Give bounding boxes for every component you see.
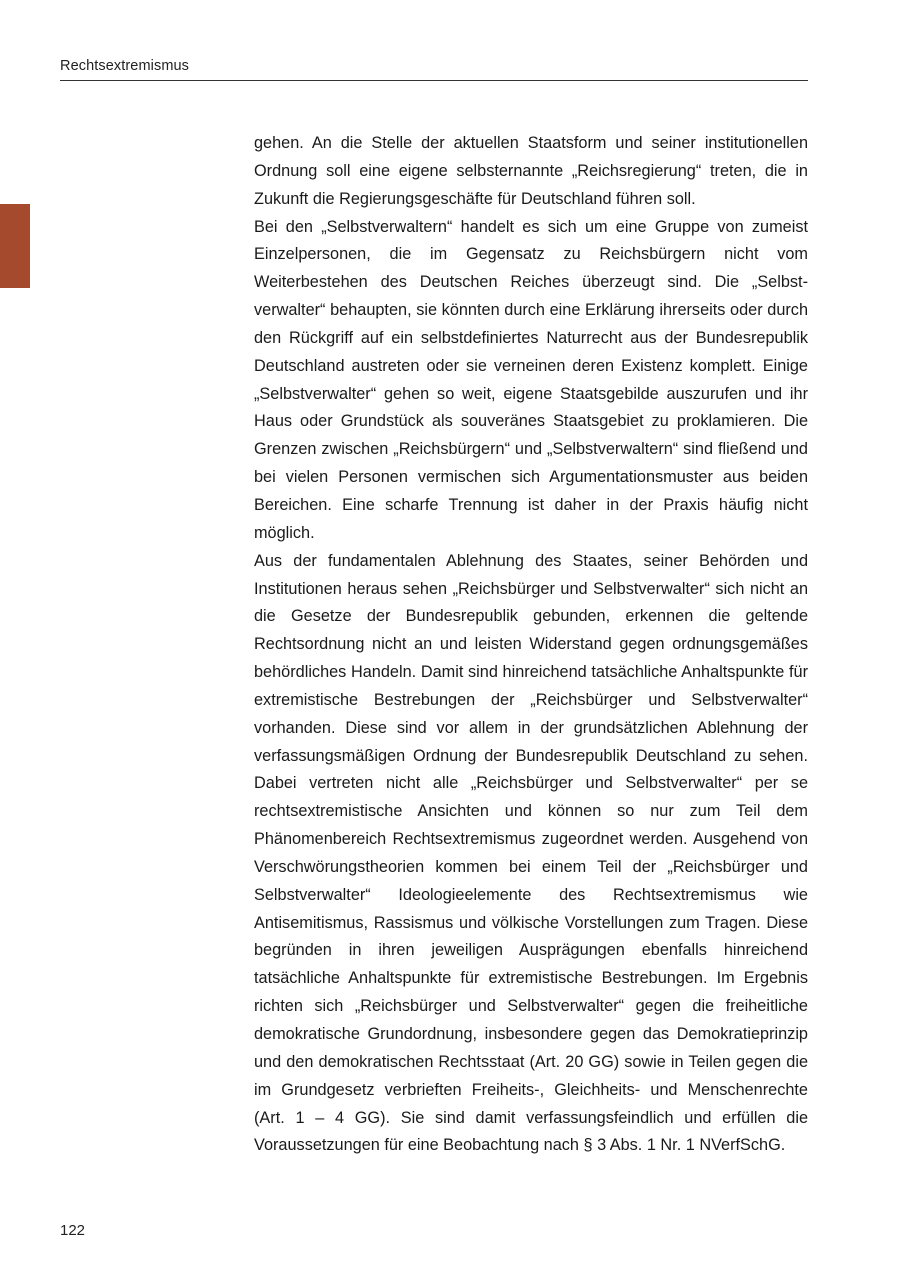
paragraph-2: Bei den „Selbstverwaltern“ handelt es sich um eine Gruppe von zumeist Einzelpersonen, die im Gegensatz zu Reichsbürgern nicht vom Weiterbestehen des Deutschen Reiches überzeugt sind. Die „Selbstverwalter“ behaupten, sie könnten durch eine Erklärung ihrerseits oder durch den Rückgriff auf ein selbstdefiniertes Naturrecht aus der Bundesrepublik Deutschland austreten oder sie verneinen deren Existenz komplett. Einige „Selbstverwalter“ gehen so weit, eigene Staatsgebilde auszurufen und ihr Haus oder Grundstück als souveränes Staatsgebiet zu proklamieren. Die Grenzen zwischen „Reichsbürgern“ und „Selbstverwaltern“ sind fließend und bei vielen Personen vermischen sich Argumentationsmuster aus beiden Bereichen. Eine scharfe Trennung ist daher in der Praxis häufig nicht möglich.	[254, 217, 808, 542]
header-rule	[60, 80, 808, 81]
paragraph-3: Aus der fundamentalen Ablehnung des Staates, seiner Behörden und Institutionen heraus sehen „Reichsbürger und Selbstverwalter“ sich nicht an die Gesetze der Bundesrepublik gebunden, erkennen die geltende Rechtsordnung nicht an und leisten Widerstand gegen ordnungsgemäßes behördliches Handeln. Damit sind hinreichend tatsächliche Anhaltspunkte für extremistische Bestrebungen der „Reichsbürger und Selbstverwalter“ vorhanden. Diese sind vor allem in der grundsätzlichen Ablehnung der verfassungsmäßigen Ordnung der Bundesrepublik Deutschland zu sehen. Dabei vertreten nicht alle „Reichsbürger und Selbstverwalter“ per se rechtsextremistische Ansichten und können so nur zum Teil dem Phänomenbereich Rechtsextremismus zugeordnet werden. Ausgehend von Verschwörungstheorien kommen bei einem Teil der „Reichsbürger und Selbstverwalter“ Ideologieelemente des Rechtsextremismus wie Antisemitismus, Rassismus und völkische Vorstellungen zum Tragen. Diese begründen in ihren jeweiligen Ausprägungen ebenfalls hinreichend tatsächliche Anhaltspunkte für extremistische Bestrebungen. Im Ergebnis richten sich „Reichsbürger und Selbstverwalter“ gegen die freiheitliche demokratische Grundordnung, insbesondere gegen das Demokratieprinzip und den demokratischen Rechtsstaat (Art. 20 GG) sowie in Teilen gegen die im Grundgesetz verbrieften Freiheits-, Gleichheits- und Menschenrechte (Art. 1 – 4 GG). Sie sind damit verfassungsfeindlich und erfüllen die Voraussetzungen für eine Beobachtung nach § 3 Abs. 1 Nr. 1 NVerfSchG.	[254, 551, 808, 1155]
running-header: Rechtsextremismus	[60, 58, 190, 74]
chapter-side-tab	[0, 204, 30, 288]
body-text	[254, 130, 808, 1160]
page-number: 122	[60, 1222, 86, 1239]
paragraph-1: gehen. An die Stelle der aktuellen Staatsform und seiner institutionellen Ordnung soll eine eigene selbsternannte „Reichsregierung“ treten, die in Zukunft die Regierungsgeschäfte für Deutschland führen soll.	[254, 134, 808, 208]
